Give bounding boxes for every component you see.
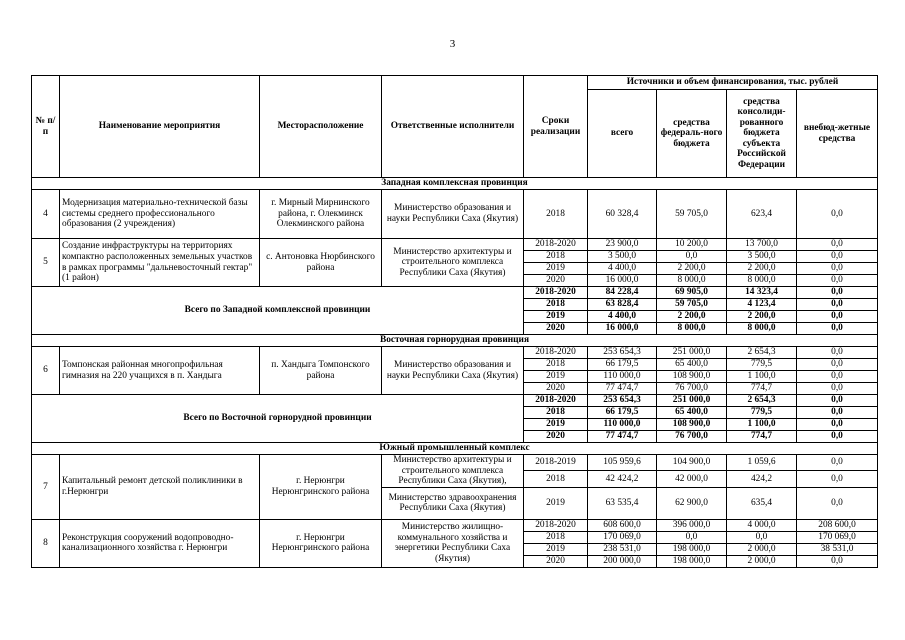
page-number: 3 (449, 38, 456, 50)
row-regional: 774,7 (727, 383, 797, 395)
total-year: 2018-2020 (524, 395, 588, 407)
row-regional: 0,0 (727, 531, 797, 543)
total-extra: 0,0 (797, 431, 878, 443)
header-regional: средства консолиди-рованного бюджета субъекта Российской Федерации (727, 90, 797, 178)
row-total: 170 069,0 (588, 531, 657, 543)
row-extra: 0,0 (797, 455, 878, 471)
total-extra: 0,0 (797, 407, 878, 419)
project-num: 4 (32, 190, 60, 239)
row-extra: 38 531,0 (797, 543, 878, 555)
total-regional: 779,5 (727, 407, 797, 419)
row-total: 77 474,7 (588, 383, 657, 395)
header-num: № п/п (32, 76, 60, 178)
total-year: 2018 (524, 407, 588, 419)
total-total: 16 000,0 (588, 323, 657, 335)
row-total: 23 900,0 (588, 239, 657, 251)
section-title: Западная комплексная провинция (32, 178, 878, 190)
total-year: 2018-2020 (524, 287, 588, 299)
project-location: с. Антоновка Нюрбинского района (260, 239, 382, 287)
section-title: Южный промышленный комплекс (32, 443, 878, 455)
row-federal: 42 000,0 (657, 471, 727, 487)
row-year: 2019 (524, 371, 588, 383)
row-regional: 8 000,0 (727, 275, 797, 287)
row-total: 238 531,0 (588, 543, 657, 555)
header-terms: Сроки реализации (524, 76, 588, 178)
project-executor: Министерство образования и науки Республики Саха (Якутия) (382, 190, 524, 239)
row-federal: 198 000,0 (657, 555, 727, 567)
row-regional: 779,5 (727, 359, 797, 371)
total-federal: 2 200,0 (657, 311, 727, 323)
total-year: 2018 (524, 299, 588, 311)
total-extra: 0,0 (797, 395, 878, 407)
row-federal: 2 200,0 (657, 263, 727, 275)
row-extra: 0,0 (797, 555, 878, 567)
row-regional: 1 059,6 (727, 455, 797, 471)
total-federal: 69 905,0 (657, 287, 727, 299)
row-year: 2018-2020 (524, 239, 588, 251)
section-total-label: Всего по Восточной горнорудной провинции (32, 395, 524, 443)
total-extra: 0,0 (797, 323, 878, 335)
row-year: 2018 (524, 471, 588, 487)
row-extra: 208 600,0 (797, 519, 878, 531)
total-regional: 2 200,0 (727, 311, 797, 323)
row-extra: 170 069,0 (797, 531, 878, 543)
row-year: 2019 (524, 543, 588, 555)
project-name: Модернизация материально-технической базы системы среднего профессионального образования (2 учреждения) (60, 190, 260, 239)
total-year: 2020 (524, 431, 588, 443)
row-total: 63 535,4 (588, 487, 657, 519)
project-location: г. Мирный Мирнинского района, г. Олекминск Олекминского района (260, 190, 382, 239)
row-regional: 635,4 (727, 487, 797, 519)
total-regional: 2 654,3 (727, 395, 797, 407)
header-extra: внебюд-жетные средства (797, 90, 878, 178)
project-num: 7 (32, 455, 60, 520)
financing-table (31, 75, 878, 568)
row-federal: 10 200,0 (657, 239, 727, 251)
row-federal: 198 000,0 (657, 543, 727, 555)
header-sources: Источники и объем финансирования, тыс. рублей (588, 76, 878, 90)
row-year: 2020 (524, 555, 588, 567)
row-total: 66 179,5 (588, 359, 657, 371)
row-year: 2018 (524, 190, 588, 239)
row-year: 2020 (524, 383, 588, 395)
row-federal: 65 400,0 (657, 359, 727, 371)
row-year: 2018-2020 (524, 347, 588, 359)
total-federal: 8 000,0 (657, 323, 727, 335)
row-total: 608 600,0 (588, 519, 657, 531)
total-year: 2019 (524, 419, 588, 431)
row-regional: 2 654,3 (727, 347, 797, 359)
total-total: 110 000,0 (588, 419, 657, 431)
row-total: 253 654,3 (588, 347, 657, 359)
row-regional: 4 000,0 (727, 519, 797, 531)
total-regional: 4 123,4 (727, 299, 797, 311)
project-executor: Министерство жилищно-коммунального хозяйства и энергетики Республики Саха (Якутия) (382, 519, 524, 567)
row-regional: 424,2 (727, 471, 797, 487)
row-regional: 3 500,0 (727, 251, 797, 263)
total-total: 253 654,3 (588, 395, 657, 407)
row-extra: 0,0 (797, 275, 878, 287)
row-federal: 59 705,0 (657, 190, 727, 239)
row-total: 16 000,0 (588, 275, 657, 287)
row-year: 2018 (524, 251, 588, 263)
total-regional: 8 000,0 (727, 323, 797, 335)
total-extra: 0,0 (797, 419, 878, 431)
row-extra: 0,0 (797, 383, 878, 395)
row-federal: 0,0 (657, 251, 727, 263)
row-year: 2018 (524, 531, 588, 543)
section-title: Восточная горнорудная провинция (32, 335, 878, 347)
row-federal: 8 000,0 (657, 275, 727, 287)
row-year: 2018 (524, 359, 588, 371)
project-name: Создание инфраструктуры на территориях компактно расположенных земельных участков в рамках программы "дальневосточный гектар" (1 район) (60, 239, 260, 287)
row-regional: 2 000,0 (727, 555, 797, 567)
row-regional: 13 700,0 (727, 239, 797, 251)
project-name: Реконструкция сооружений водопроводно-канализационного хозяйства г. Нерюнгри (60, 519, 260, 567)
total-extra: 0,0 (797, 311, 878, 323)
project-location: п. Хандыга Томпонского района (260, 347, 382, 395)
row-regional: 623,4 (727, 190, 797, 239)
row-total: 105 959,6 (588, 455, 657, 471)
row-year: 2019 (524, 263, 588, 275)
row-year: 2018-2020 (524, 519, 588, 531)
total-federal: 76 700,0 (657, 431, 727, 443)
row-total: 200 000,0 (588, 555, 657, 567)
total-total: 84 228,4 (588, 287, 657, 299)
project-name: Томпонская районная многопрофильная гимназия на 220 учащихся в п. Хандыга (60, 347, 260, 395)
header-total: всего (588, 90, 657, 178)
header-federal: средства федераль-ного бюджета (657, 90, 727, 178)
row-federal: 251 000,0 (657, 347, 727, 359)
row-total: 4 400,0 (588, 263, 657, 275)
row-extra: 0,0 (797, 487, 878, 519)
row-total: 42 424,2 (588, 471, 657, 487)
total-federal: 108 900,0 (657, 419, 727, 431)
row-extra: 0,0 (797, 251, 878, 263)
total-extra: 0,0 (797, 287, 878, 299)
total-regional: 774,7 (727, 431, 797, 443)
row-extra: 0,0 (797, 190, 878, 239)
project-location: г. Нерюнгри Нерюнгринского района (260, 455, 382, 520)
header-executors: Ответственные исполнители (382, 76, 524, 178)
project-executor: Министерство архитектуры и строительного комплекса Республики Саха (Якутия), (382, 455, 524, 488)
total-regional: 1 100,0 (727, 419, 797, 431)
header-name: Наименование мероприятия (60, 76, 260, 178)
row-extra: 0,0 (797, 371, 878, 383)
total-total: 4 400,0 (588, 311, 657, 323)
project-executor-secondary: Министерство здравоохранения Республики Саха (Якутия) (382, 487, 524, 519)
project-location: г. Нерюнгри Нерюнгринского района (260, 519, 382, 567)
row-extra: 0,0 (797, 347, 878, 359)
total-extra: 0,0 (797, 299, 878, 311)
row-federal: 396 000,0 (657, 519, 727, 531)
project-num: 5 (32, 239, 60, 287)
row-regional: 2 000,0 (727, 543, 797, 555)
project-num: 8 (32, 519, 60, 567)
row-extra: 0,0 (797, 239, 878, 251)
project-executor: Министерство образования и науки Республики Саха (Якутия) (382, 347, 524, 395)
row-regional: 2 200,0 (727, 263, 797, 275)
row-extra: 0,0 (797, 263, 878, 275)
project-num: 6 (32, 347, 60, 395)
row-total: 60 328,4 (588, 190, 657, 239)
total-federal: 65 400,0 (657, 407, 727, 419)
row-federal: 0,0 (657, 531, 727, 543)
row-year: 2018-2019 (524, 455, 588, 471)
total-year: 2020 (524, 323, 588, 335)
total-federal: 251 000,0 (657, 395, 727, 407)
row-federal: 76 700,0 (657, 383, 727, 395)
row-federal: 62 900,0 (657, 487, 727, 519)
total-total: 63 828,4 (588, 299, 657, 311)
project-executor: Министерство архитектуры и строительного комплекса Республики Саха (Якутия) (382, 239, 524, 287)
header-location: Месторасположение (260, 76, 382, 178)
row-year: 2019 (524, 487, 588, 519)
row-year: 2020 (524, 275, 588, 287)
total-federal: 59 705,0 (657, 299, 727, 311)
row-federal: 108 900,0 (657, 371, 727, 383)
project-name: Капитальный ремонт детской поликлиники в г.Нерюнгри (60, 455, 260, 520)
row-regional: 1 100,0 (727, 371, 797, 383)
row-extra: 0,0 (797, 359, 878, 371)
row-total: 3 500,0 (588, 251, 657, 263)
total-total: 77 474,7 (588, 431, 657, 443)
row-federal: 104 900,0 (657, 455, 727, 471)
section-total-label: Всего по Западной комплексной провинции (32, 287, 524, 335)
row-total: 110 000,0 (588, 371, 657, 383)
row-extra: 0,0 (797, 471, 878, 487)
total-total: 66 179,5 (588, 407, 657, 419)
total-regional: 14 323,4 (727, 287, 797, 299)
total-year: 2019 (524, 311, 588, 323)
